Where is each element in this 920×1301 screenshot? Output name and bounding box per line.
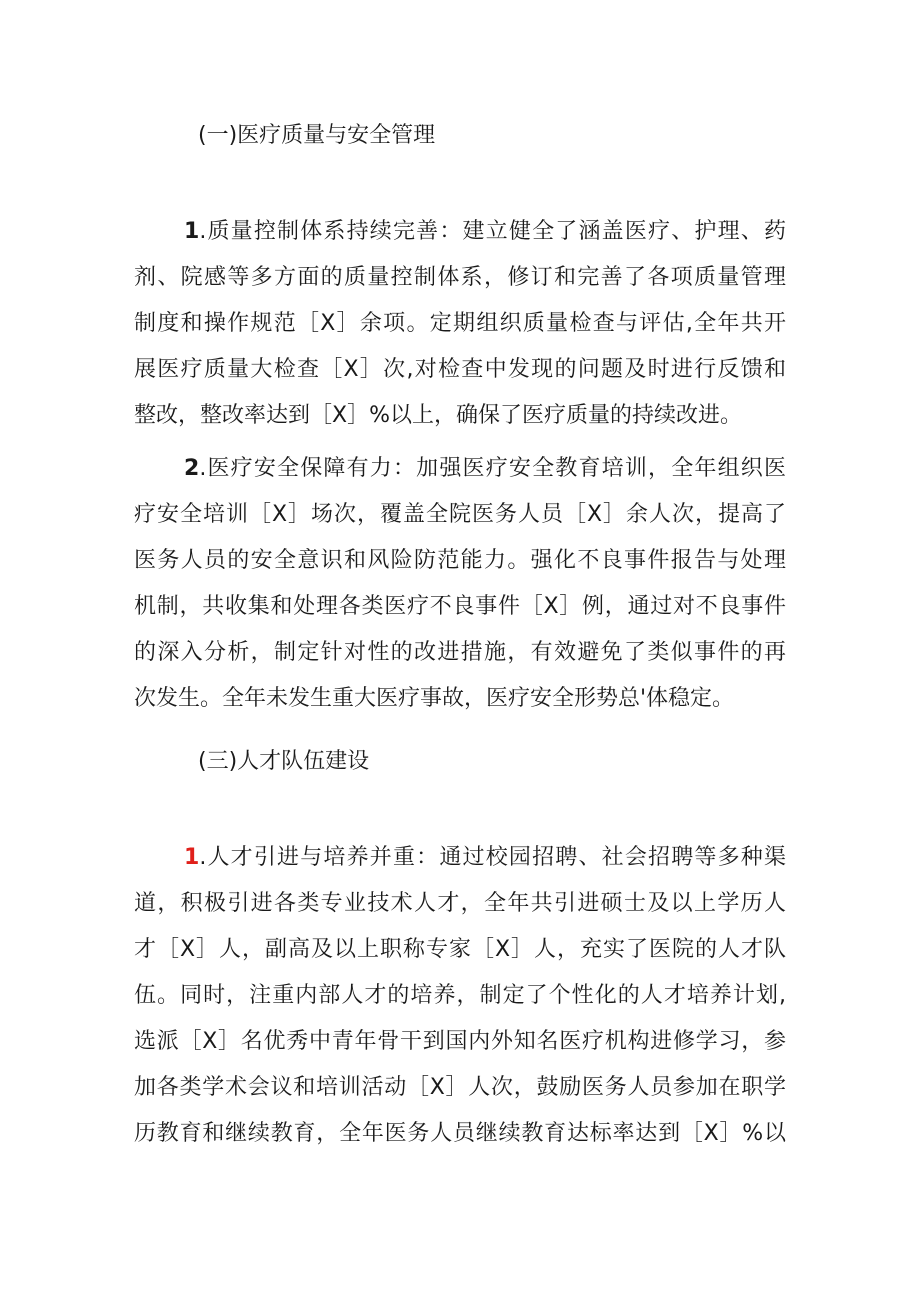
paragraph-line: 伍。同时，注重内部人才的培养，制定了个性化的人才培养计划,	[134, 983, 786, 1008]
item-number: 1	[184, 219, 200, 244]
paragraph-line: 才［X］人，副高及以上职称专家［X］人，充实了医院的人才队	[134, 937, 786, 962]
paragraph-line: 1.人才引进与培养并重：通过校园招聘、社会招聘等多种渠	[184, 845, 786, 870]
item-number-highlighted: 1	[184, 845, 200, 870]
paragraph-quality-control	[134, 209, 786, 439]
paragraph-line: 加各类学术会议和培训活动［X］人次，鼓励医务人员参加在职学	[134, 1075, 786, 1100]
paragraph-line: 历教育和继续教育，全年医务人员继续教育达标率达到［X］%以	[134, 1121, 786, 1146]
paragraph-talent-recruitment	[134, 835, 786, 1157]
paragraph-line: 医务人员的安全意识和风险防范能力。强化不良事件报告与处理	[134, 548, 786, 573]
paragraph-line: 选派［X］名优秀中青年骨干到国内外知名医疗机构进修学习，参	[134, 1029, 786, 1054]
paragraph-line: 道，积极引进各类专业技术人才，全年共引进硕士及以上学历人	[134, 891, 786, 916]
paragraph-line: 2.医疗安全保障有力：加强医疗安全教育培训，全年组织医	[184, 456, 786, 481]
paragraph-line: 1.质量控制体系持续完善：建立健全了涵盖医疗、护理、药	[184, 219, 786, 244]
paragraph-line: 制度和操作规范［X］余项。定期组织质量检查与评估,全年共开	[134, 311, 786, 336]
paragraph-line: 的深入分析，制定针对性的改进措施，有效避免了类似事件的再	[134, 640, 786, 665]
paragraph-line: 次发生。全年未发生重大医疗事故，医疗安全形势总'体稳定。	[134, 686, 735, 711]
paragraph-line: 整改，整改率达到［X］%以上，确保了医疗质量的持续改进。	[134, 403, 742, 428]
item-number: 2	[184, 456, 200, 481]
paragraph-line: 展医疗质量大检查［X］次,对检查中发现的问题及时进行反馈和	[134, 357, 786, 382]
paragraph-line: 剂、院感等多方面的质量控制体系，修订和完善了各项质量管理	[134, 265, 786, 290]
paragraph-line: 疗安全培训［X］场次，覆盖全院医务人员［X］余人次，提高了	[134, 502, 786, 527]
section-heading-talent-team: (三)人才队伍建设	[198, 749, 370, 774]
paragraph-safety-assurance	[134, 446, 786, 722]
paragraph-line: 机制，共收集和处理各类医疗不良事件［X］例，通过对不良事件	[134, 594, 786, 619]
section-heading-quality-safety: (一)医疗质量与安全管理	[198, 123, 436, 148]
